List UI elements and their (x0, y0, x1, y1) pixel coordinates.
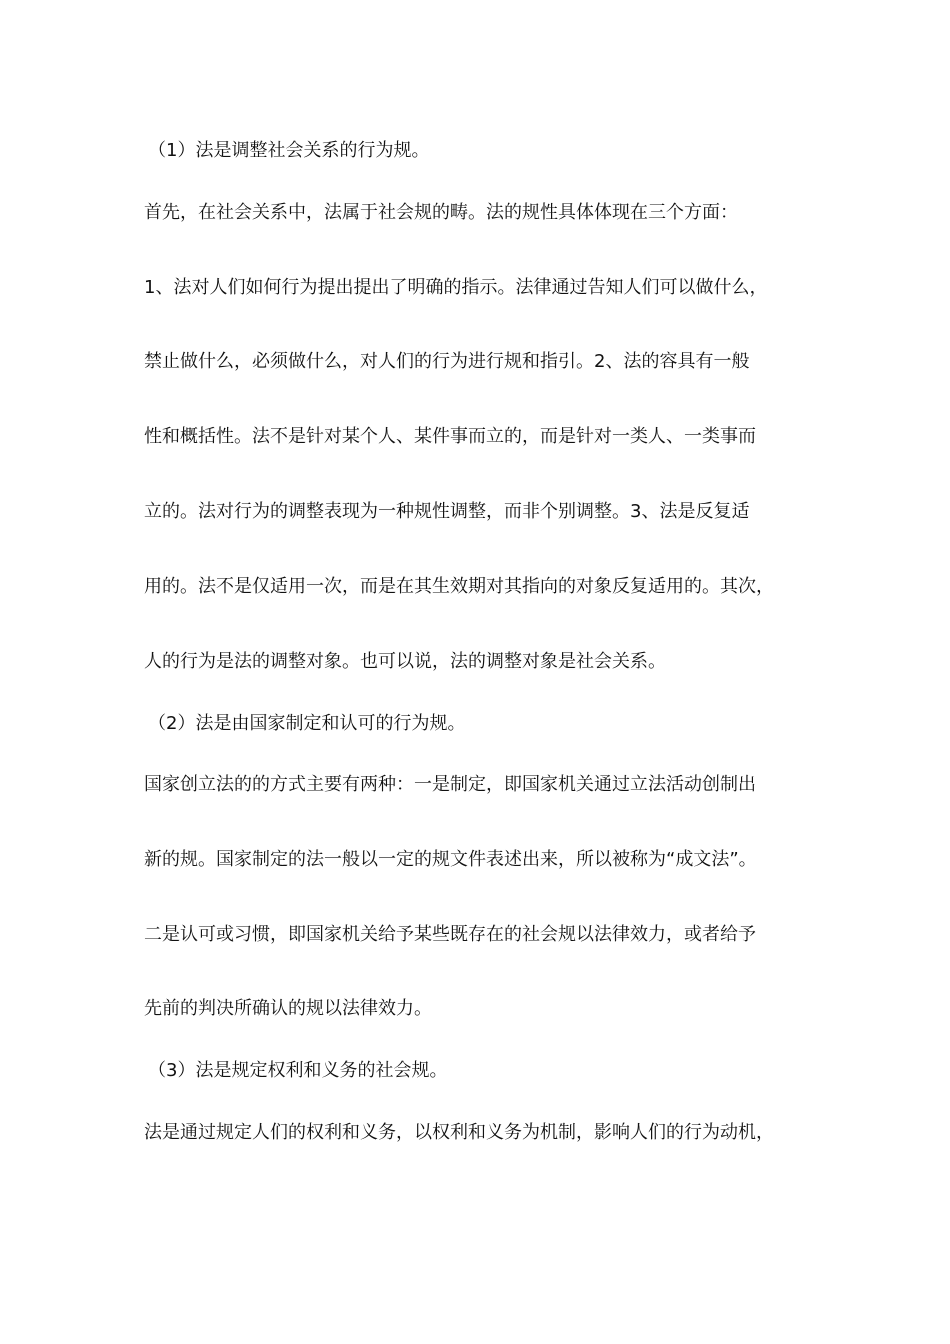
paragraph-line: 用的。法不是仅适用一次，而是在其生效期对其指向的对象反复适用的。其次， (144, 576, 774, 597)
paragraph-line: 1、法对人们如何行为提出提出了明确的指示。法律通过告知人们可以做什么， (144, 277, 768, 298)
paragraph-line: 性和概括性。法不是针对某个人、某件事而立的，而是针对一类人、一类事而 (144, 426, 756, 447)
paragraph-line: 新的规。国家制定的法一般以一定的规文件表述出来，所以被称为“成文法”。 (144, 849, 757, 870)
paragraph-line: 禁止做什么，必须做什么，对人们的行为进行规和指引。2、法的容具有一般 (144, 351, 750, 372)
section-heading-1: （1）法是调整社会关系的行为规。 (148, 140, 430, 161)
paragraph-line: 人的行为是法的调整对象。也可以说，法的调整对象是社会关系。 (144, 651, 666, 672)
paragraph-line: 国家创立法的的方式主要有两种：一是制定，即国家机关通过立法活动创制出 (144, 774, 756, 795)
paragraph-line: 立的。法对行为的调整表现为一种规性调整，而非个别调整。3、法是反复适 (144, 501, 750, 522)
section-heading-3: （3）法是规定权利和义务的社会规。 (148, 1060, 448, 1081)
paragraph-line: 先前的判决所确认的规以法律效力。 (144, 998, 432, 1019)
section-heading-2: （2）法是由国家制定和认可的行为规。 (148, 713, 466, 734)
paragraph-line: 法是通过规定人们的权利和义务，以权利和义务为机制，影响人们的行为动机， (144, 1122, 774, 1143)
paragraph-line: 首先，在社会关系中，法属于社会规的畴。法的规性具体体现在三个方面： (144, 202, 738, 223)
paragraph-line: 二是认可或习惯，即国家机关给予某些既存在的社会规以法律效力，或者给予 (144, 924, 756, 945)
